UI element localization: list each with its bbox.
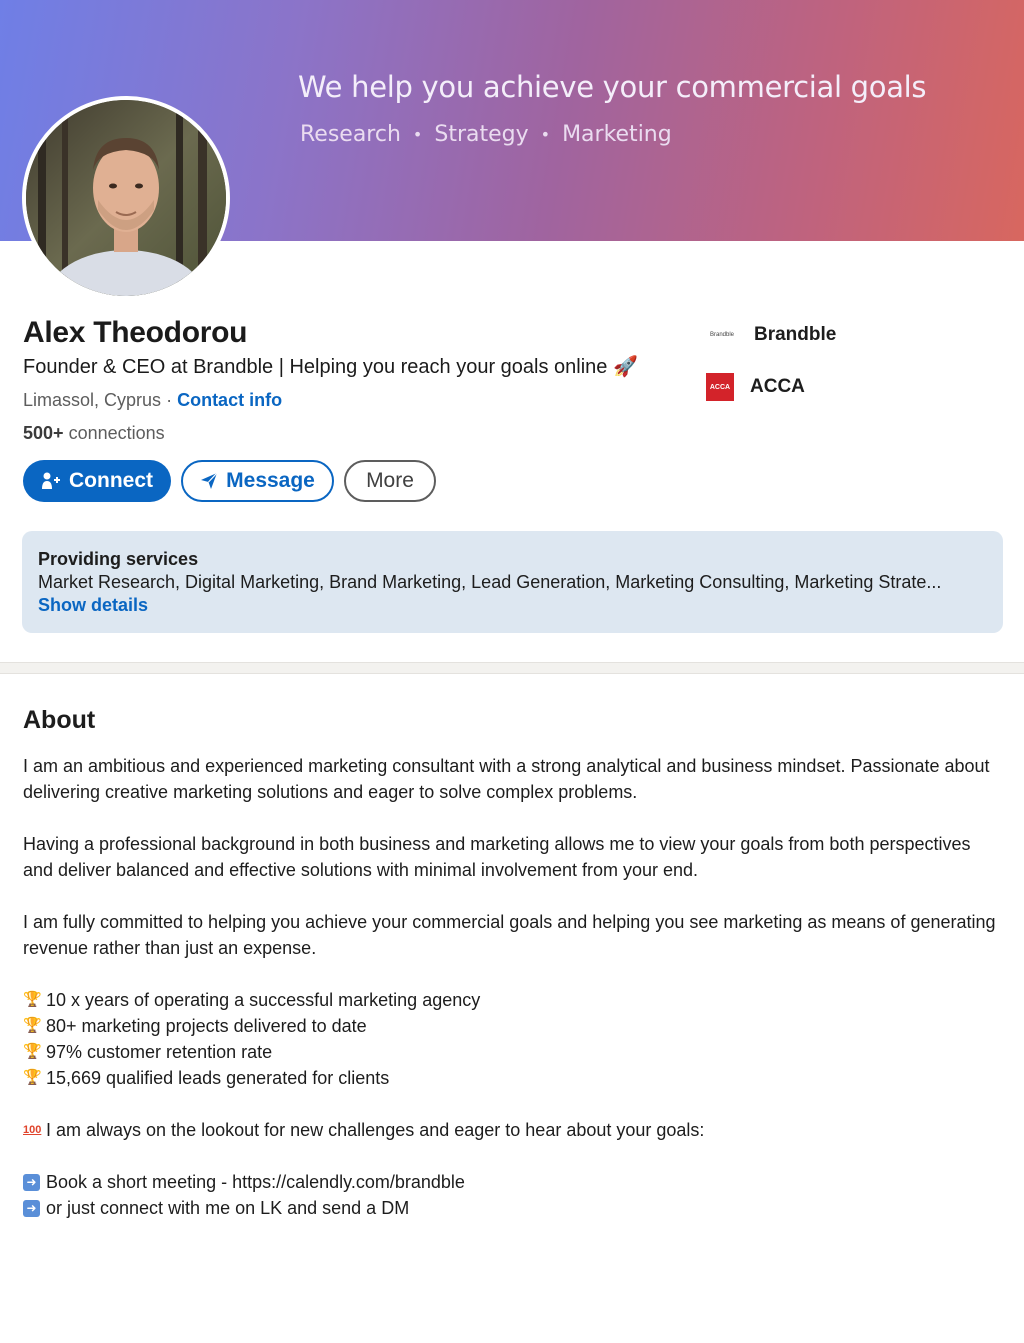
profile-avatar[interactable] bbox=[22, 96, 230, 300]
cta-item bbox=[23, 1169, 998, 1195]
tagline-item-strategy: Strategy bbox=[434, 122, 529, 147]
hundred-points-icon: 100 bbox=[23, 1124, 42, 1136]
more-button[interactable] bbox=[344, 460, 436, 502]
message-button[interactable] bbox=[181, 460, 334, 502]
acca-logo: ACCA bbox=[706, 373, 734, 401]
section-divider bbox=[0, 662, 1024, 674]
connect-button[interactable] bbox=[23, 460, 171, 502]
about-body bbox=[23, 753, 998, 1221]
about-title: About bbox=[23, 706, 96, 734]
connections-count[interactable] bbox=[23, 423, 165, 444]
tagline-item-marketing: Marketing bbox=[562, 122, 672, 147]
achievement-text: 15,669 qualified leads generated for clients bbox=[46, 1068, 390, 1088]
trophy-icon: 🏆 bbox=[23, 1043, 42, 1060]
providing-services-card bbox=[22, 531, 1003, 633]
lookout-text: I am always on the lookout for new challenges and eager to hear about your goals: bbox=[46, 1120, 705, 1140]
show-details-link[interactable]: Show details bbox=[38, 595, 149, 615]
achievement-text: 80+ marketing projects delivered to date bbox=[46, 1016, 367, 1036]
about-paragraph: I am an ambitious and experienced marketing consultant with a strong analytical and business mindset. Passionate about delivering creative marketing solutions and eager to solve complex problems. bbox=[23, 756, 990, 802]
avatar-portrait bbox=[26, 100, 226, 296]
cta-item bbox=[23, 1195, 998, 1221]
org-brandble-name: Brandble bbox=[754, 324, 837, 345]
lookout-line bbox=[23, 1117, 998, 1143]
services-list: Market Research, Digital Marketing, Brand Marketing, Lead Generation, Marketing Consulting, Marketing Strate... bbox=[38, 572, 942, 592]
tagline-separator: • bbox=[540, 125, 551, 144]
banner-tagline bbox=[300, 122, 672, 147]
cta-text: or just connect with me on LK and send a DM bbox=[46, 1198, 410, 1218]
trophy-icon: 🏆 bbox=[23, 1069, 42, 1086]
location-separator: · bbox=[166, 390, 173, 410]
right-arrow-icon: ➜ bbox=[23, 1200, 40, 1217]
org-acca-name: ACCA bbox=[750, 376, 805, 397]
achievement-item bbox=[23, 1039, 998, 1065]
achievement-item bbox=[23, 1013, 998, 1039]
connections-label: connections bbox=[68, 423, 165, 443]
tagline-item-research: Research bbox=[300, 122, 401, 147]
tagline-separator: • bbox=[412, 125, 423, 144]
connections-number: 500+ bbox=[23, 423, 64, 443]
achievement-text: 10 x years of operating a successful marketing agency bbox=[46, 990, 481, 1010]
services-title: Providing services bbox=[38, 549, 199, 569]
profile-location: Limassol, Cyprus bbox=[23, 390, 162, 410]
message-button-label: Message bbox=[226, 469, 315, 492]
trophy-icon: 🏆 bbox=[23, 1017, 42, 1034]
location-row bbox=[23, 390, 282, 411]
achievement-text: 97% customer retention rate bbox=[46, 1042, 273, 1062]
more-button-label: More bbox=[366, 469, 414, 492]
org-acca[interactable] bbox=[706, 373, 805, 401]
profile-name: Alex Theodorou bbox=[23, 316, 248, 349]
cta-text: Book a short meeting - https://calendly.com/brandble bbox=[46, 1172, 465, 1192]
banner-headline: We help you achieve your commercial goals bbox=[298, 70, 927, 104]
paper-plane-icon bbox=[200, 472, 218, 490]
profile-headline: Founder & CEO at Brandble | Helping you reach your goals online 🚀 bbox=[23, 356, 638, 378]
org-brandble[interactable] bbox=[706, 324, 836, 346]
achievement-item bbox=[23, 1065, 998, 1091]
achievement-item bbox=[23, 987, 998, 1013]
about-paragraph: Having a professional background in both business and marketing allows me to view your goals from both perspectives and deliver balanced and effective solutions with minimal involvement from your end. bbox=[23, 834, 971, 880]
about-paragraph: I am fully committed to helping you achieve your commercial goals and helping you see marketing as means of generating revenue rather than just an expense. bbox=[23, 912, 996, 958]
add-person-icon bbox=[41, 472, 61, 490]
contact-info-link[interactable]: Contact info bbox=[177, 390, 283, 410]
connect-button-label: Connect bbox=[69, 469, 153, 492]
brandble-logo: Brandble bbox=[709, 332, 735, 338]
trophy-icon: 🏆 bbox=[23, 991, 42, 1008]
right-arrow-icon: ➜ bbox=[23, 1174, 40, 1191]
